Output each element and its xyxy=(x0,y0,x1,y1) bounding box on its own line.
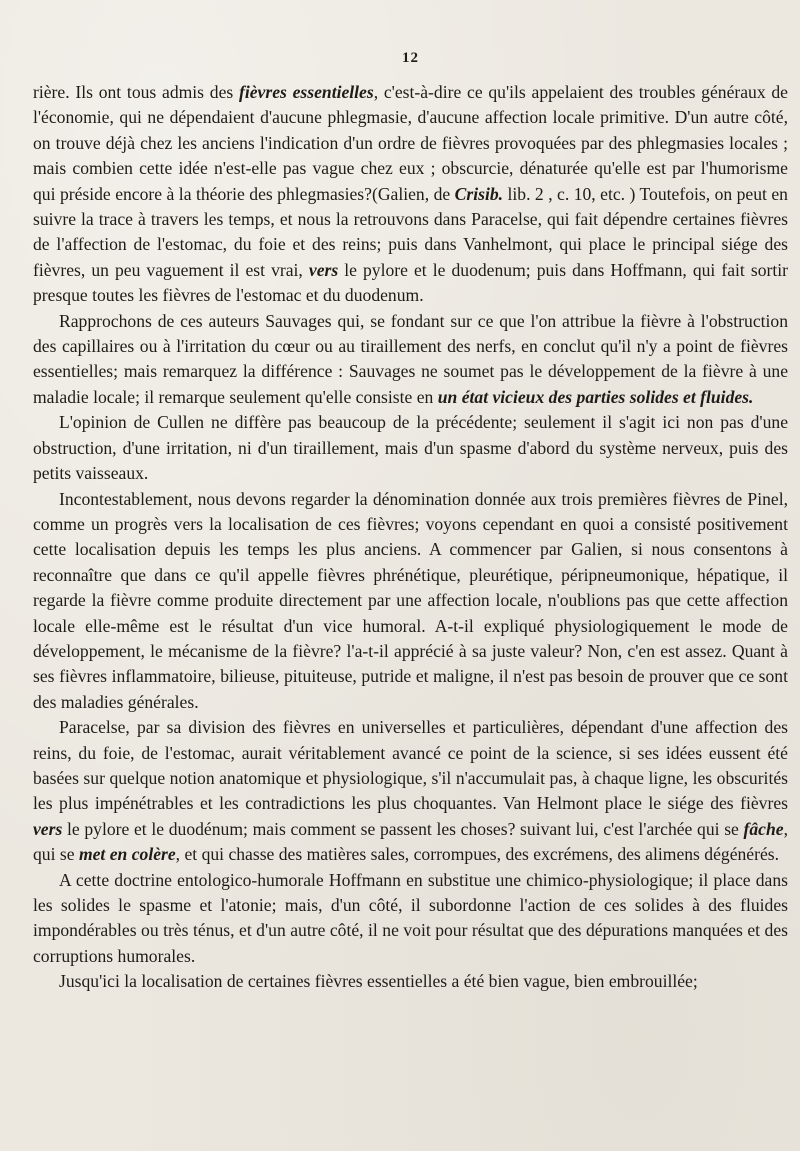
emphasis-text: fièvres essentielles xyxy=(238,82,374,102)
text-run: , et qui chasse des matières sales, corrompues, des excrémens, des alimens dégénérés. xyxy=(175,844,780,865)
emphasis-text: un état vicieux des parties solides et fluides. xyxy=(437,386,754,407)
text-run: rière. Ils ont tous admis des xyxy=(33,82,239,102)
emphasis-text: vers xyxy=(33,818,63,839)
page-number: 12 xyxy=(402,50,419,66)
text-run: le pylore et le duodenum; puis dans Hoffmann, qui fait sortir presque toutes les fièvres de l'estomac et du duodenum. xyxy=(33,259,788,306)
emphasis-text: met en colère xyxy=(78,844,176,865)
paragraph-7 xyxy=(33,969,788,994)
text-run: L'opinion de Cullen ne diffère pas beaucoup de la précédente; seulement il s'agit ici non pas d'une obstruction, d'une irritation, ni d'un tiraillement, mais d'un spasme d'abord du système nerveux, puis des petits vaisseaux. xyxy=(33,412,788,484)
text-run: Jusqu'ici la localisation de certaines fièvres essentielles a été bien vague, bien embrouillée; xyxy=(59,971,698,992)
paragraph-1 xyxy=(33,80,788,309)
text-run: Incontestablement, nous devons regarder la dénomination donnée aux trois premières fièvres de Pinel, comme un progrès vers la localisation de ces fièvres; voyons cependant en quoi a consisté positivement cette localisation depuis les temps les plus anciens. A commencer par Galien, si nous consentons à reconnaître que dans ce qu'il appelle fièvres phrénétique, pleurétique, péripneumonique, hépatique, il regarde la fièvre comme produite directement par une affection locale, n'oublions pas que cette affection locale elle-même est le résultat d'un vice humoral. A-t-il expliqué physiologiquement le mode de développement, le mécanisme de la fièvre? l'a-t-il apprécié à sa juste valeur? Non, c'en est assez. Quant à ses fièvres inflammatoire, bilieuse, pituiteuse, putride et maligne, il n'est pas besoin de prouver que ce sont des maladies générales. xyxy=(33,488,788,712)
paragraph-4 xyxy=(33,487,788,716)
text-run: , qui se xyxy=(33,818,788,865)
text-run: A cette doctrine entologico-humorale Hoffmann en substitue une chimico-physiologique; il place dans les solides le spasme et l'atonie; mais, d'un côté, il subordonne l'action de ces solides à des fluides impondérables ou très ténus, et d'un autre côté, il ne voit pour résultat que des dépurations manquées et des corruptions humorales. xyxy=(33,869,788,966)
paragraph-3 xyxy=(33,410,788,486)
emphasis-text: vers xyxy=(308,259,339,280)
page-body xyxy=(33,80,788,995)
text-run: le pylore et le duodénum; mais comment se passent les choses? suivant lui, c'est l'archée qui se xyxy=(62,818,744,839)
paragraph-5 xyxy=(33,715,788,867)
emphasis-text: Crisib. xyxy=(454,183,504,204)
text-run: Rapprochons de ces auteurs Sauvages qui, se fondant sur ce que l'on attribue la fièvre à l'obstruction des capillaires ou à l'irritation du cœur ou au tiraillement des nerfs, en conclut qu'il n'y a point de fièvres essentielles; mais remarquez la différence : Sauvages ne soumet pas le développement de la fièvre à une maladie locale; il remarque seulement qu'elle consiste en xyxy=(33,310,788,407)
text-run: lib. 2 , c. 10, etc. ) Toutefois, on peut en suivre la trace à travers les temps, et nous la retrouvons dans Paracelse, qui fait dépendre certaines fièvres de l'affection de l'estomac, du foie et des reins; puis dans Vanhelmont, qui place le principal siége des fièvres, un peu vaguement il est vrai, xyxy=(33,183,788,280)
text-run: , c'est-à-dire ce qu'ils appelaient des troubles généraux de l'économie, qui ne dépendaient d'aucune phlegmasie, d'aucune affection locale primitive. D'un autre côté, on trouve déjà chez les anciens l'indication d'un ordre de fièvres provoquées par des phlegmasies locales ; mais combien cette idée n'est-elle pas vague chez eux ; obscurcie, dénaturée qu'elle est par l'humorisme qui préside encore à la théorie des phlegmasies?(Galien, de xyxy=(33,82,788,204)
paragraph-2 xyxy=(33,309,788,411)
paragraph-6 xyxy=(33,868,788,970)
emphasis-text: fâche xyxy=(743,818,784,839)
text-run: Paracelse, par sa division des fièvres en universelles et particulières, dépendant d'une affection des reins, du foie, de l'estomac, aurait véritablement avancé ce point de la science, si ses idées eussent été basées sur quelque notion anatomique et physiologique, s'il n'accumulait pas, à chaque ligne, les obscurités les plus impénétrables et les contradictions les plus choquantes. Van Helmont place le siége des fièvres xyxy=(33,717,788,814)
